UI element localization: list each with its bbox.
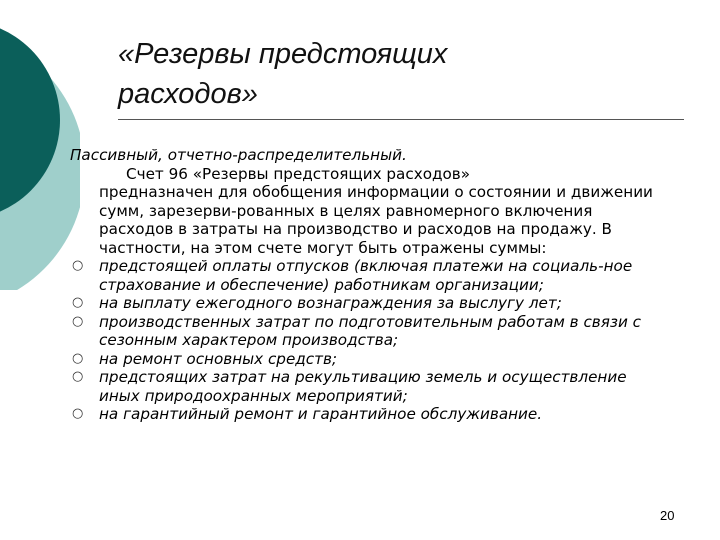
list-item [70,257,670,294]
list-item [70,350,670,369]
slide-body [70,146,670,424]
intro-line-2: Счет 96 «Резервы предстоящих расходов» [126,164,471,183]
intro-line-1: Пассивный, отчетно-распределительный. [70,146,407,164]
list-item [70,368,670,405]
title-divider [118,119,684,120]
bullet-icon: ○ [72,258,84,273]
list-item-text: на выплату ежегодного вознаграждения за выслугу лет; [99,294,562,312]
bullet-icon: ○ [72,313,84,329]
slide-title [118,34,638,114]
list-item-text: производственных затрат по подготовительным работам в связи с сезонным характером производства; [99,312,642,349]
list-item [70,405,670,424]
list-item-text: предстоящей оплаты отпусков (включая платежи на социаль-ное страхование и обеспечение) работникам организации; [99,257,633,294]
bullet-icon: ○ [72,295,84,310]
list-item-text: предстоящих затрат на рекультивацию земель и осуществление иных природоохранных мероприятий; [99,368,627,405]
intro-text: предназначен для обобщения информации о состоянии и движении сумм, зарезерви-рованных в целях равномерного включения расходов в затраты на производство и расходов на продажу. В частности, на этом счете могут быть отражены суммы: [99,183,653,257]
list-item-text: на гарантийный ремонт и гарантийное обслуживание. [99,405,543,423]
bullet-list [70,257,670,424]
list-item-text: на ремонт основных средств; [99,349,338,368]
bullet-icon: ○ [72,406,84,421]
list-item [70,313,670,350]
list-item [70,294,670,313]
page-number: 20 [660,508,675,523]
bullet-icon: ○ [72,369,84,384]
title-line-1: «Резервы предстоящих [118,38,448,70]
decorative-circles [0,0,80,290]
title-line-2: расходов» [118,78,258,110]
bullet-icon: ○ [72,350,84,366]
